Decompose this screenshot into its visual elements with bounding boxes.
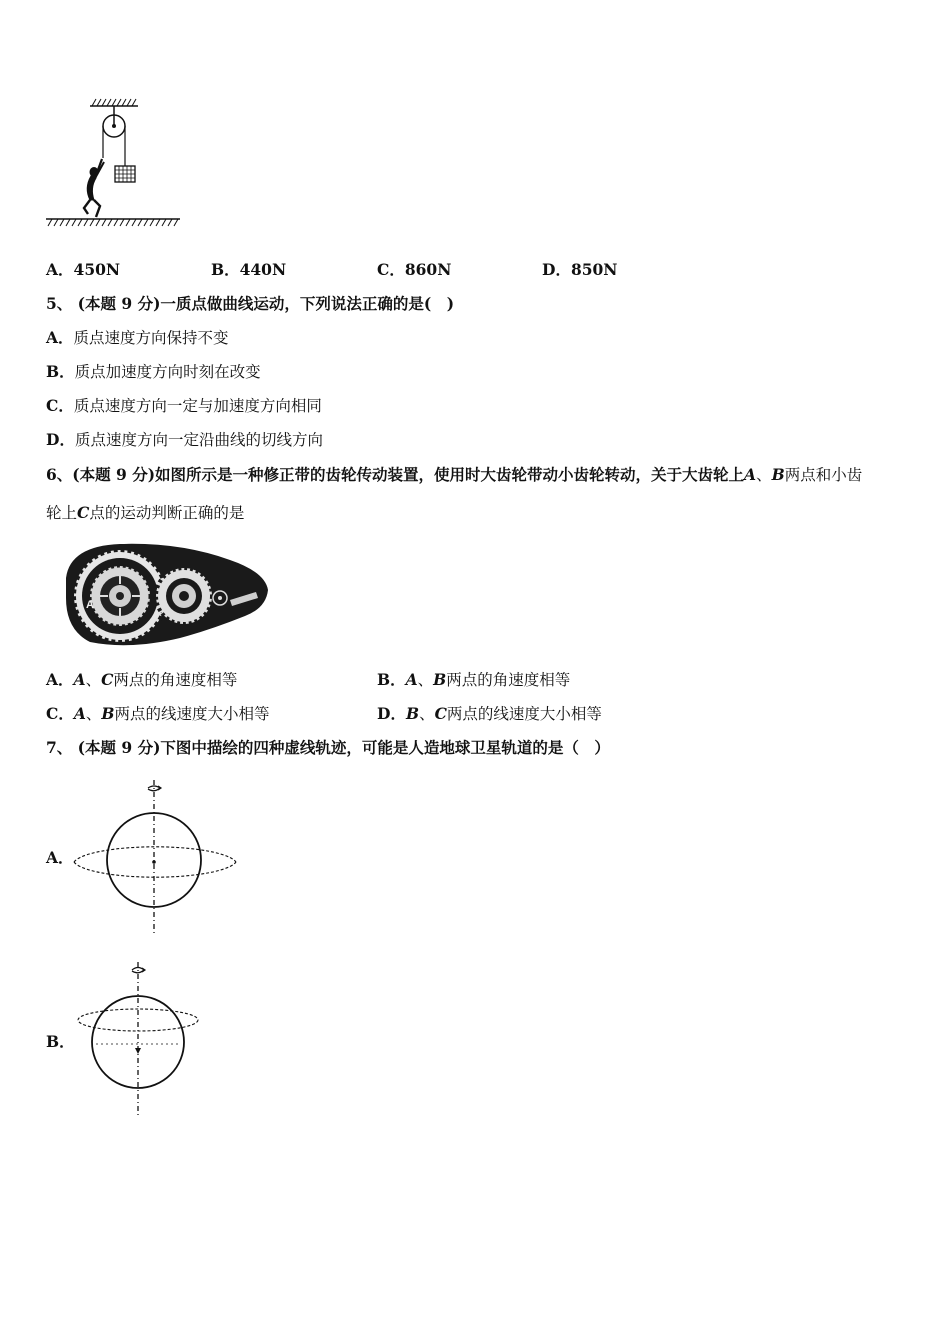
q6-stem-line2: 轮上C点的运动判断正确的是: [46, 503, 245, 522]
q6-stem-line1: 6、(本题 9 分)如图所示是一种修正带的齿轮传动装置，使用时大齿轮带动小齿轮转动，关于大齿轮上A、B两点和小齿: [46, 465, 863, 484]
q5-option-d[interactable]: D．质点速度方向一定沿曲线的切线方向: [46, 430, 323, 449]
q4-option-c[interactable]: C．860N: [377, 260, 452, 279]
q7-stem: 7、 (本题 9 分)下图中描绘的四种虚线轨迹，可能是人造地球卫星轨道的是（ ）: [46, 738, 610, 757]
q5-option-a[interactable]: A．质点速度方向保持不变: [46, 328, 229, 347]
q4-option-d[interactable]: D．850N: [542, 260, 618, 279]
gear-figure: [60, 538, 270, 650]
pulley-figure: [44, 96, 184, 231]
q5-option-c[interactable]: C．质点速度方向一定与加速度方向相同: [46, 396, 322, 415]
q7-option-a-figure[interactable]: [70, 778, 242, 938]
q7-option-a-label[interactable]: A．: [46, 848, 74, 867]
q6-option-a[interactable]: A．A、C两点的角速度相等: [46, 670, 238, 689]
q7-option-b-figure[interactable]: [74, 960, 204, 1120]
q4-option-a[interactable]: A．450N: [46, 260, 121, 279]
q4-option-b[interactable]: B．440N: [211, 260, 287, 279]
q5-option-b[interactable]: B．质点加速度方向时刻在改变: [46, 362, 261, 381]
q6-option-d[interactable]: D．B、C两点的线速度大小相等: [377, 704, 602, 723]
q7-option-b-label[interactable]: B．: [46, 1032, 75, 1051]
gear-label-a: A: [86, 599, 94, 611]
q6-option-b[interactable]: B．A、B两点的角速度相等: [377, 670, 571, 689]
q6-option-c[interactable]: C．A、B两点的线速度大小相等: [46, 704, 270, 723]
q5-stem: 5、 (本题 9 分)一质点做曲线运动，下列说法正确的是( ): [46, 294, 455, 313]
